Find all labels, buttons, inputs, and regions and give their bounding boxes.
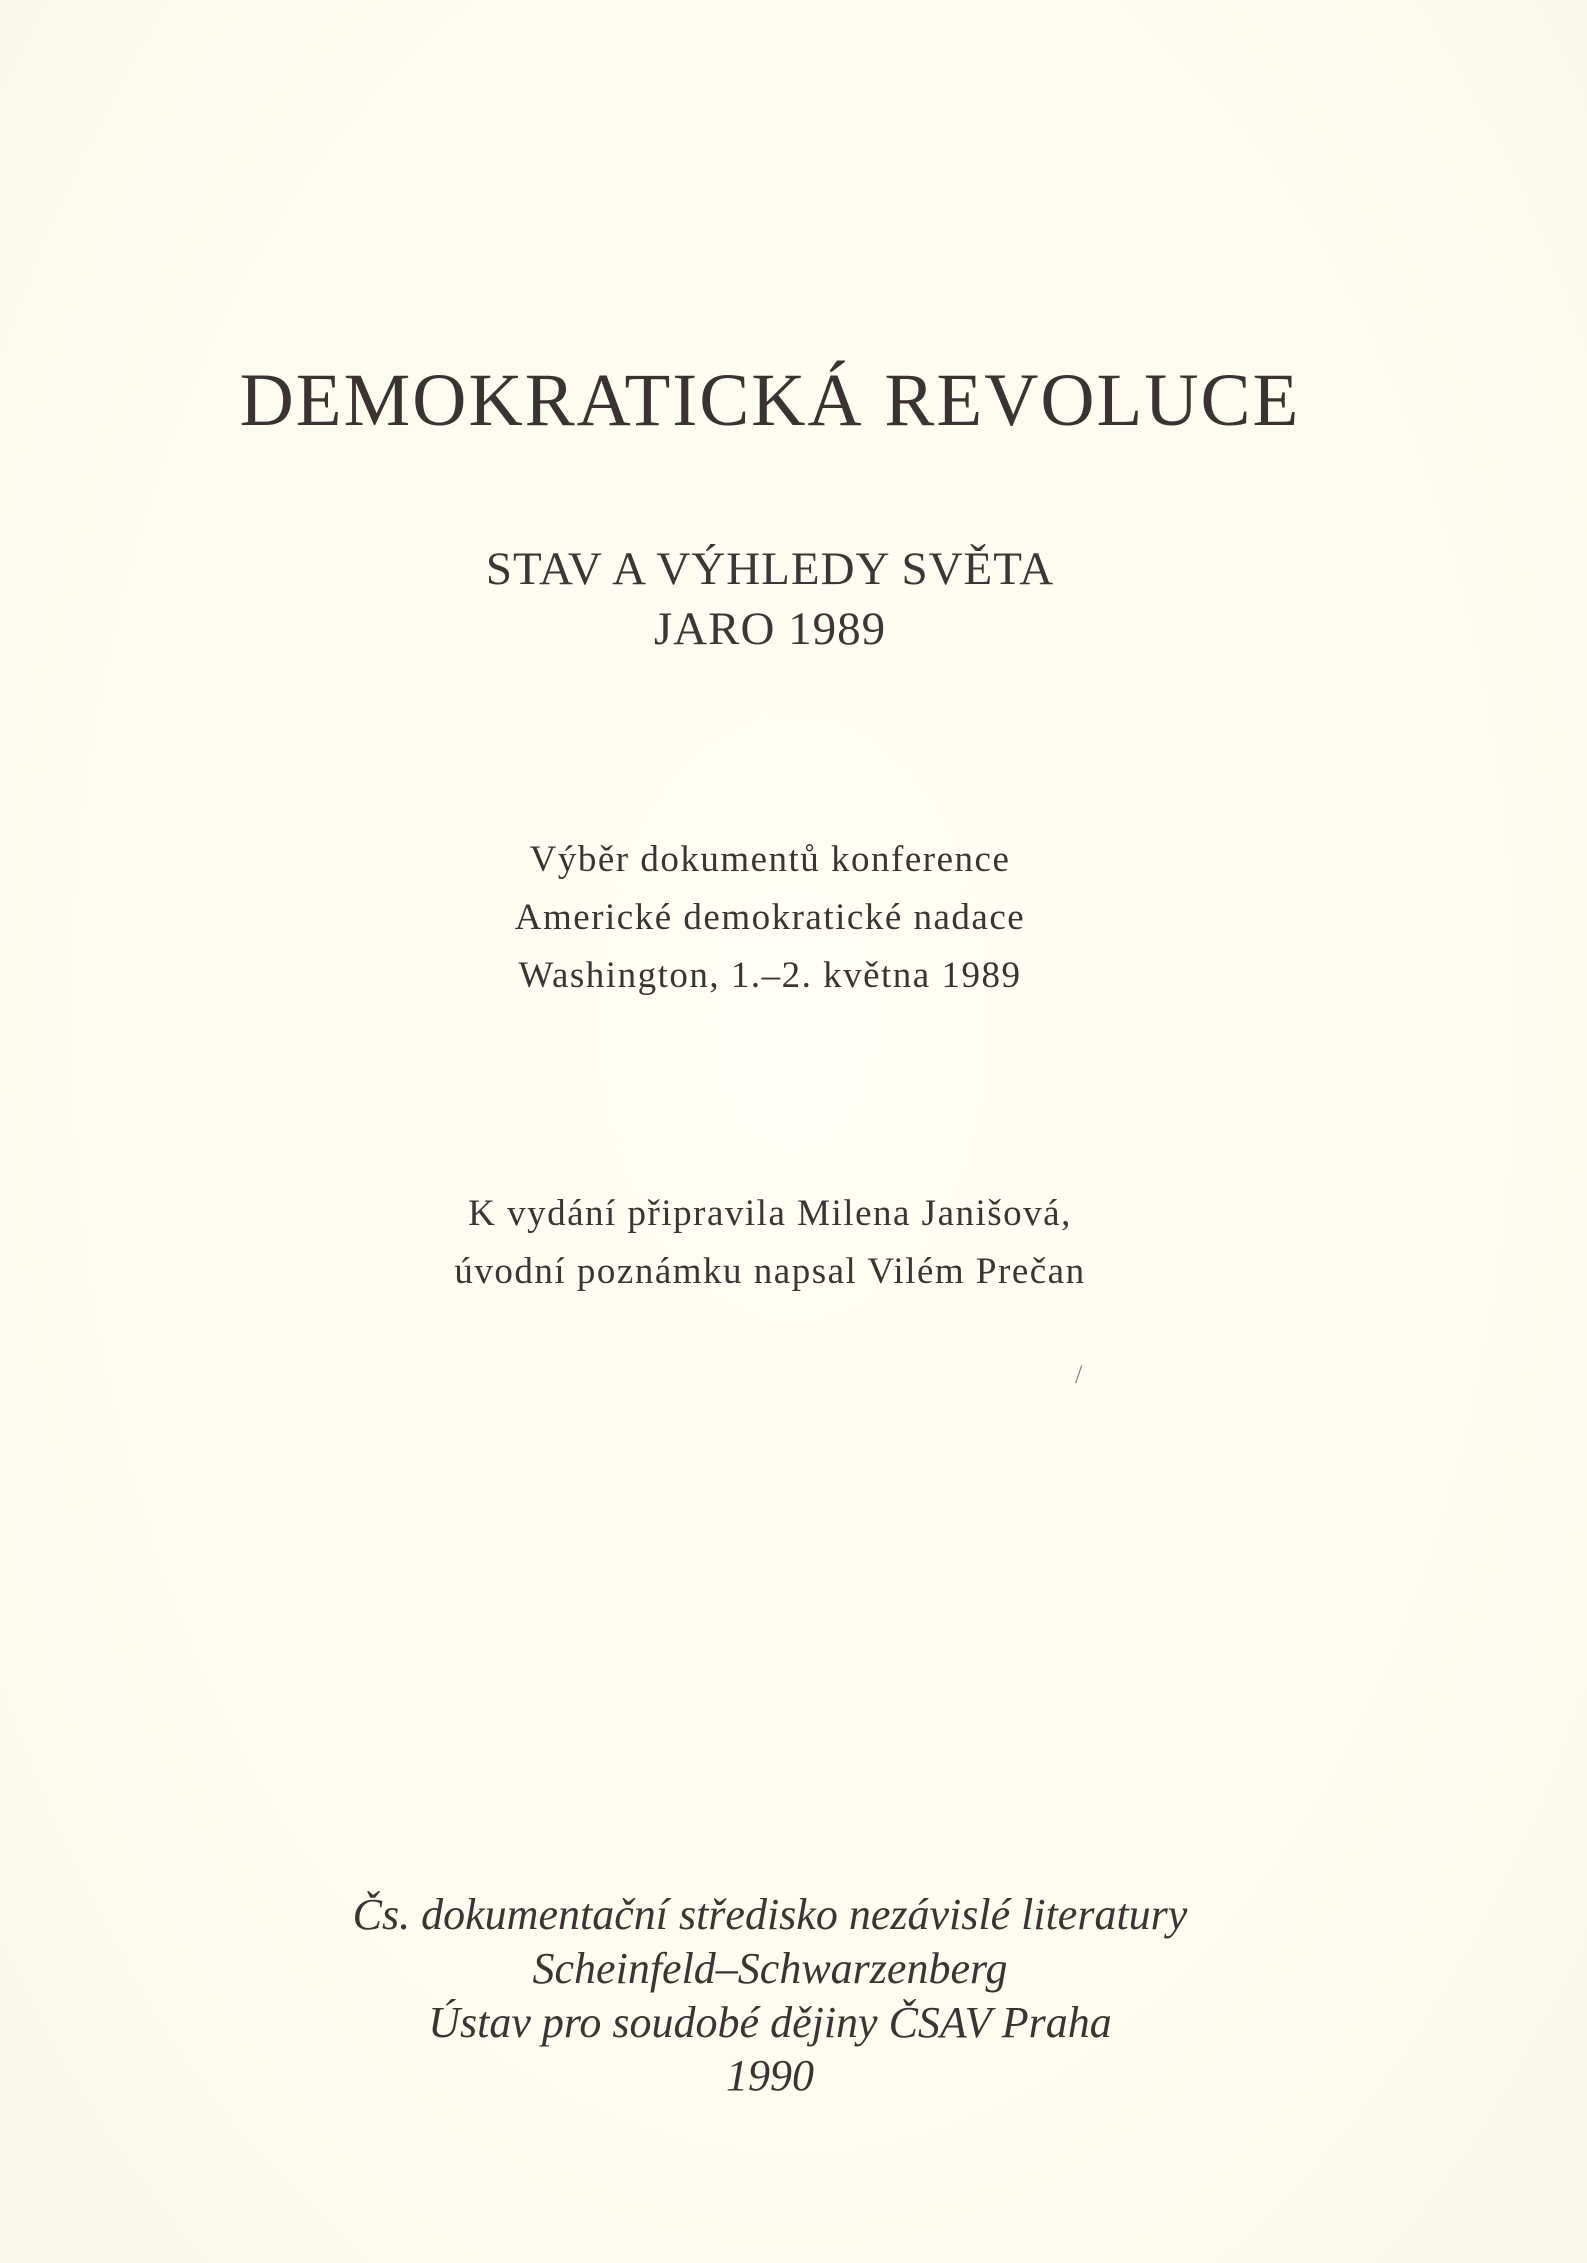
- editor-line-2: úvodní poznámku napsal Vilém Prečan: [454, 1251, 1086, 1292]
- publisher-line-3: Ústav pro soudobé dějiny ČSAV Praha: [428, 1998, 1112, 2047]
- subtitle-line-2: JARO 1989: [653, 603, 887, 655]
- book-title: DEMOKRATICKÁ REVOLUCE: [239, 359, 1301, 442]
- editor-line-1: K vydání připravila Milena Janišová,: [468, 1193, 1072, 1234]
- subtitle-line-1: STAV A VÝHLEDY SVĚTA: [485, 543, 1055, 595]
- publisher-line-1: Čs. dokumentační středisko nezávislé literatury: [352, 1890, 1188, 1939]
- publication-year: 1990: [726, 2051, 814, 2100]
- description-line-3: Washington, 1.–2. května 1989: [518, 955, 1022, 996]
- description-line-2: Americké demokratické nadace: [514, 897, 1026, 938]
- print-speck: /: [1075, 1360, 1083, 1389]
- description-line-1: Výběr dokumentů konference: [529, 839, 1011, 880]
- publisher-line-2: Scheinfeld–Schwarzenberg: [532, 1944, 1008, 1993]
